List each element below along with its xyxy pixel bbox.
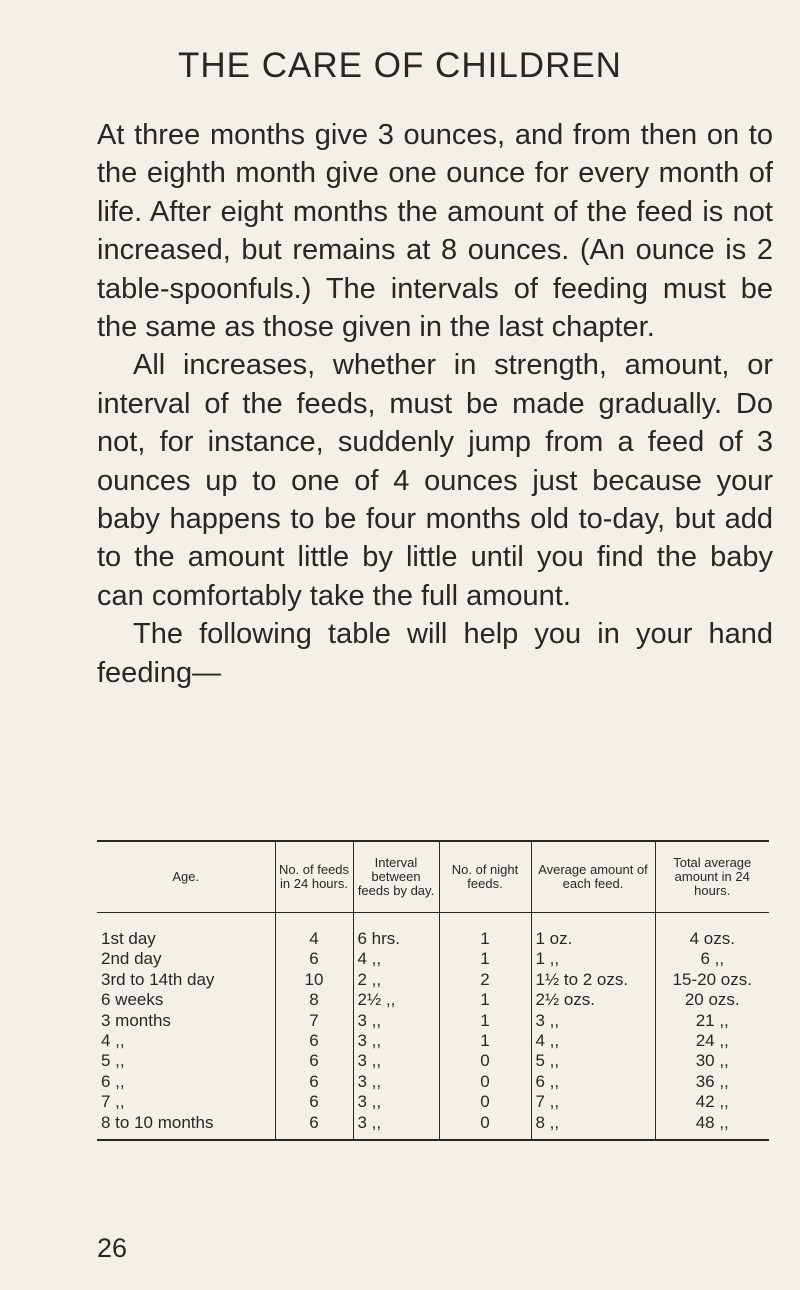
running-head: THE CARE OF CHILDREN — [178, 46, 622, 85]
cell-feeds: 7 — [275, 1011, 353, 1031]
cell-age: 6 ,, — [101, 1071, 125, 1091]
paragraph: At three months give 3 ounces, and from then on to the eighth month give one ounce for every month of life. After eight months the amount of the feed is not increased, but remains at 8 ounces. (An ounce is 2 table-spoonfuls.) The intervals of feeding must be the same as those given in the last chapter. — [97, 119, 773, 344]
cell-age: 3 months — [101, 1010, 171, 1030]
table-row — [97, 1072, 769, 1092]
table-row — [97, 949, 769, 969]
cell-interval: 3 ,, — [353, 1072, 439, 1092]
body-text — [97, 116, 773, 692]
cell-feeds: 6 — [275, 1113, 353, 1140]
cell-feeds: 6 — [275, 1092, 353, 1112]
cell-age: 1st day — [101, 929, 156, 948]
cell-average: 3 ,, — [531, 1011, 655, 1031]
cell-night-feeds: 0 — [439, 1051, 531, 1071]
cell-average: 6 ,, — [531, 1072, 655, 1092]
cell-feeds: 6 — [275, 1072, 353, 1092]
cell-night-feeds: 2 — [439, 970, 531, 990]
header-age: Age. — [97, 841, 275, 913]
cell-average: 5 ,, — [531, 1051, 655, 1071]
table-row — [97, 1113, 769, 1140]
cell-feeds: 6 — [275, 949, 353, 969]
cell-age: 5 ,, — [101, 1051, 125, 1071]
header-total-amount: Total average amount in 24 hours. — [655, 841, 769, 913]
cell-night-feeds: 1 — [439, 949, 531, 969]
paragraph: The following table will help you in your hand feeding— — [97, 618, 773, 689]
cell-total: 30 ,, — [655, 1051, 769, 1071]
table-row — [97, 1092, 769, 1112]
cell-age: 2nd day — [101, 949, 162, 969]
table-row — [97, 1051, 769, 1071]
cell-feeds: 4 — [275, 913, 353, 950]
cell-total: 15-20 ozs. — [655, 970, 769, 990]
cell-age: 8 to 10 months — [97, 1113, 275, 1140]
cell-interval: 6 hrs. — [353, 913, 439, 950]
cell-total: 6 ,, — [655, 949, 769, 969]
cell-average: 8 ,, — [531, 1113, 655, 1140]
table-header-row — [97, 841, 769, 913]
cell-total: 48 ,, — [655, 1113, 769, 1140]
cell-interval: 3 ,, — [353, 1051, 439, 1071]
cell-average: 7 ,, — [531, 1092, 655, 1112]
cell-night-feeds: 1 — [439, 1031, 531, 1051]
cell-night-feeds: 1 — [439, 1011, 531, 1031]
cell-feeds: 6 — [275, 1031, 353, 1051]
table-row — [97, 970, 769, 990]
cell-interval: 2½ ,, — [353, 990, 439, 1010]
cell-total: 4 ozs. — [655, 913, 769, 950]
table-row — [97, 913, 769, 950]
feeding-table — [97, 840, 769, 1141]
cell-feeds: 6 — [275, 1051, 353, 1071]
cell-feeds: 8 — [275, 990, 353, 1010]
cell-total: 24 ,, — [655, 1031, 769, 1051]
cell-age: 6 weeks — [101, 990, 164, 1010]
cell-interval: 4 ,, — [353, 949, 439, 969]
cell-average: 1 oz. — [531, 913, 655, 950]
paragraph: All increases, whether in strength, amount, or interval of the feeds, must be made gradually. Do not, for instance, suddenly jump from a feed of 3 ounces up to one of 4 ounces just because your baby happens to be four months old to-day, but add to the amount little by little until you find the baby can comfortably take the full amount. — [97, 349, 773, 612]
page-number: 26 — [97, 1233, 128, 1263]
cell-average: 2½ ozs. — [531, 990, 655, 1010]
cell-night-feeds: 0 — [439, 1092, 531, 1112]
cell-night-feeds: 1 — [439, 913, 531, 950]
header-interval: Interval between feeds by day. — [353, 841, 439, 913]
cell-total: 42 ,, — [655, 1092, 769, 1112]
cell-total: 21 ,, — [655, 1011, 769, 1031]
cell-night-feeds: 0 — [439, 1072, 531, 1092]
header-average-amount: Average amount of each feed. — [531, 841, 655, 913]
cell-feeds: 10 — [275, 970, 353, 990]
cell-interval: 3 ,, — [353, 1031, 439, 1051]
cell-average: 1½ to 2 ozs. — [531, 970, 655, 990]
cell-average: 4 ,, — [531, 1031, 655, 1051]
cell-night-feeds: 0 — [439, 1113, 531, 1140]
cell-age: 7 ,, — [101, 1092, 125, 1112]
cell-age: 3rd to 14th day — [101, 969, 215, 989]
feeding-table-container — [97, 840, 769, 1141]
header-night-feeds: No. of night feeds. — [439, 841, 531, 913]
cell-night-feeds: 1 — [439, 990, 531, 1010]
cell-total: 20 ozs. — [655, 990, 769, 1010]
cell-total: 36 ,, — [655, 1072, 769, 1092]
cell-interval: 3 ,, — [353, 1011, 439, 1031]
cell-interval: 3 ,, — [353, 1113, 439, 1140]
table-row — [97, 1031, 769, 1051]
cell-interval: 2 ,, — [353, 970, 439, 990]
table-row — [97, 1011, 769, 1031]
table-row — [97, 990, 769, 1010]
cell-interval: 3 ,, — [353, 1092, 439, 1112]
cell-average: 1 ,, — [531, 949, 655, 969]
header-feeds-per-day: No. of feeds in 24 hours. — [275, 841, 353, 913]
cell-age: 4 ,, — [101, 1031, 125, 1051]
